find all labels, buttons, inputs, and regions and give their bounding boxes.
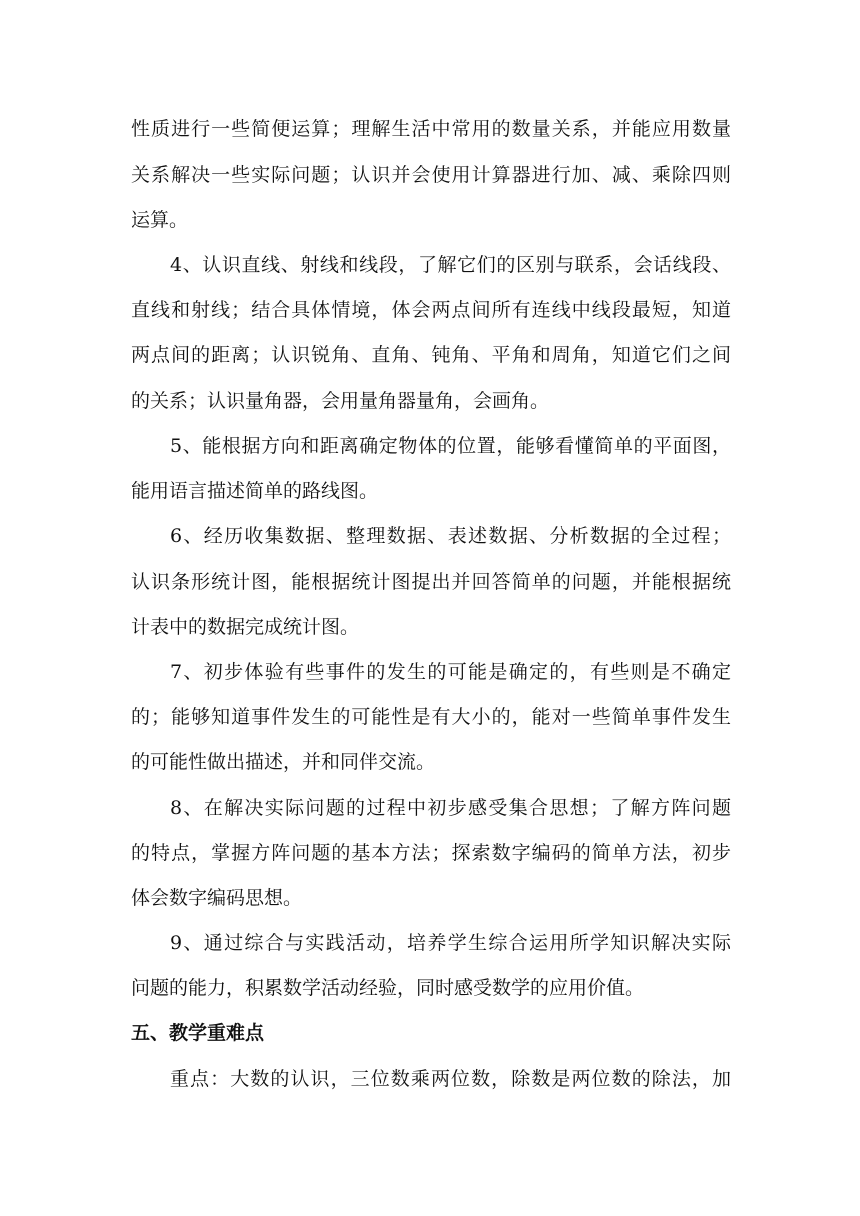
text-line: 性质进行一些简便运算；理解生活中常用的数量关系，并能应用数量	[131, 118, 731, 140]
text-line: 计表中的数据完成统计图。	[131, 616, 360, 638]
text-line: 能用语言描述简单的路线图。	[131, 480, 379, 502]
paragraph-line: 5、能根据方向和距离确定物体的位置，能够看懂简单的平面图，	[170, 435, 731, 457]
paragraph-line: 7、初步体验有些事件的发生的可能是确定的，有些则是不确定	[170, 661, 731, 683]
text-line: 问题的能力，积累数学活动经验，同时感受数学的应用价值。	[131, 977, 645, 999]
text-line: 关系解决一些实际问题；认识并会使用计算器进行加、减、乘除四则	[131, 164, 731, 186]
text-line: 的关系；认识量角器，会用量角器量角，会画角。	[131, 390, 550, 412]
paragraph-line: 8、在解决实际问题的过程中初步感受集合思想；了解方阵问题	[170, 797, 731, 819]
text-line: 体会数字编码思想。	[131, 887, 303, 909]
text-line: 的可能性做出描述，并和同伴交流。	[131, 751, 436, 773]
paragraph-line: 重点：大数的认识，三位数乘两位数，除数是两位数的除法，加	[170, 1068, 731, 1090]
text-line: 认识条形统计图，能根据统计图提出并回答简单的问题，并能根据统	[131, 571, 731, 593]
paragraph-line: 4、认识直线、射线和线段，了解它们的区别与联系，会话线段、	[170, 254, 731, 276]
text-line: 的；能够知道事件发生的可能性是有大小的，能对一些简单事件发生	[131, 706, 731, 728]
section-heading: 五、教学重难点	[131, 1022, 265, 1044]
paragraph-line: 6、经历收集数据、整理数据、表述数据、分析数据的全过程；	[170, 525, 731, 547]
text-line: 运算。	[131, 209, 189, 231]
text-line: 两点间的距离；认识锐角、直角、钝角、平角和周角，知道它们之间	[131, 344, 731, 366]
paragraph-line: 9、通过综合与实践活动，培养学生综合运用所学知识解决实际	[170, 932, 731, 954]
text-line: 直线和射线；结合具体情境，体会两点间所有连线中线段最短，知道	[131, 299, 731, 321]
text-line: 的特点，掌握方阵问题的基本方法；探索数字编码的简单方法，初步	[131, 842, 731, 864]
